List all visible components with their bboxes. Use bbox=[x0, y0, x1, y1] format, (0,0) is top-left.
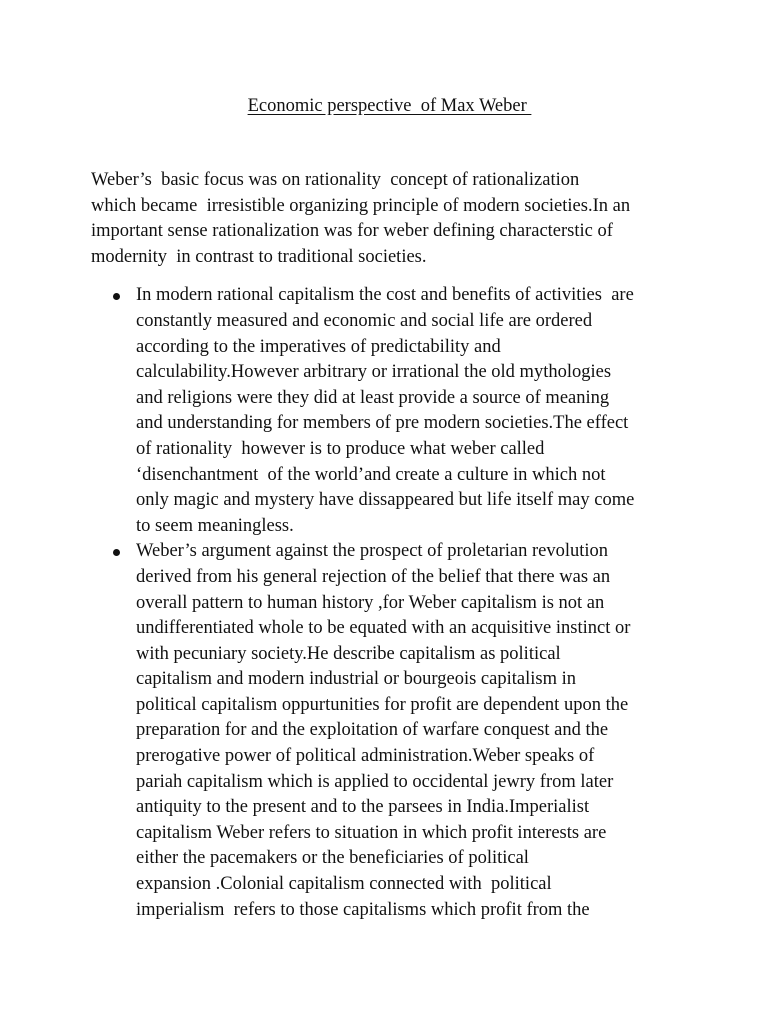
intro-line: Weber’s basic focus was on rationality concept of rationalization bbox=[91, 170, 580, 190]
bullet-line: overall pattern to human history ,for Weber capitalism is not an bbox=[136, 592, 605, 613]
intro-line: modernity in contrast to traditional societies. bbox=[91, 246, 427, 267]
bullet-line: antiquity to the present and to the parsees in India.Imperialist bbox=[136, 797, 590, 818]
bullet-line: undifferentiated whole to be equated with an acquisitive instinct or bbox=[136, 618, 631, 639]
intro-line: important sense rationalization was for weber defining characterstic of bbox=[91, 221, 613, 242]
bullet-line: Weber’s argument against the prospect of proletarian revolution bbox=[136, 541, 608, 562]
bullet-item bbox=[91, 283, 688, 539]
bullet-line: prerogative power of political administration.Weber speaks of bbox=[136, 746, 595, 767]
bullet-line: to seem meaningless. bbox=[136, 515, 294, 536]
bullet-line: capitalism Weber refers to situation in which profit interests are bbox=[136, 822, 607, 843]
bullet-line: calculability.However arbitrary or irrational the old mythologies bbox=[136, 362, 612, 383]
bullet-dot-icon bbox=[113, 293, 120, 300]
bullet-line: ‘disenchantment of the world’and create a culture in which not bbox=[136, 464, 606, 485]
bullet-line: imperialism refers to those capitalisms which profit from the bbox=[136, 899, 590, 920]
bullet-line: with pecuniary society.He describe capitalism as political bbox=[136, 643, 561, 664]
bullet-line: preparation for and the exploitation of warfare conquest and the bbox=[136, 720, 609, 741]
bullet-line: according to the imperatives of predictability and bbox=[136, 336, 501, 357]
bullet-line: only magic and mystery have dissappeared but life itself may come bbox=[136, 490, 635, 511]
document-title: Economic perspective of Max Weber bbox=[247, 96, 532, 116]
bullet-line: political capitalism oppurtunities for profit are dependent upon the bbox=[136, 694, 629, 715]
bullet-line: In modern rational capitalism the cost and benefits of activities are bbox=[136, 285, 634, 306]
bullet-line: capitalism and modern industrial or bourgeois capitalism in bbox=[136, 669, 576, 690]
intro-paragraph bbox=[91, 168, 688, 270]
intro-line: which became irresistible organizing principle of modern societies.In an bbox=[91, 195, 631, 216]
bullet-item bbox=[91, 539, 688, 923]
bullet-line: and religions were they did at least provide a source of meaning bbox=[136, 387, 610, 408]
bullet-line: constantly measured and economic and social life are ordered bbox=[136, 310, 593, 331]
bullet-line: pariah capitalism which is applied to occidental jewry from later bbox=[136, 771, 614, 792]
bullet-line: of rationality however is to produce what weber called bbox=[136, 438, 545, 459]
bullet-line: derived from his general rejection of the belief that there was an bbox=[136, 566, 611, 587]
bullet-dot-icon bbox=[113, 549, 120, 556]
bullet-line: and understanding for members of pre modern societies.The effect bbox=[136, 413, 629, 434]
bullet-line: expansion .Colonial capitalism connected with political bbox=[136, 874, 552, 895]
bullet-list bbox=[91, 283, 688, 923]
bullet-line: either the pacemakers or the beneficiaries of political bbox=[136, 848, 529, 869]
